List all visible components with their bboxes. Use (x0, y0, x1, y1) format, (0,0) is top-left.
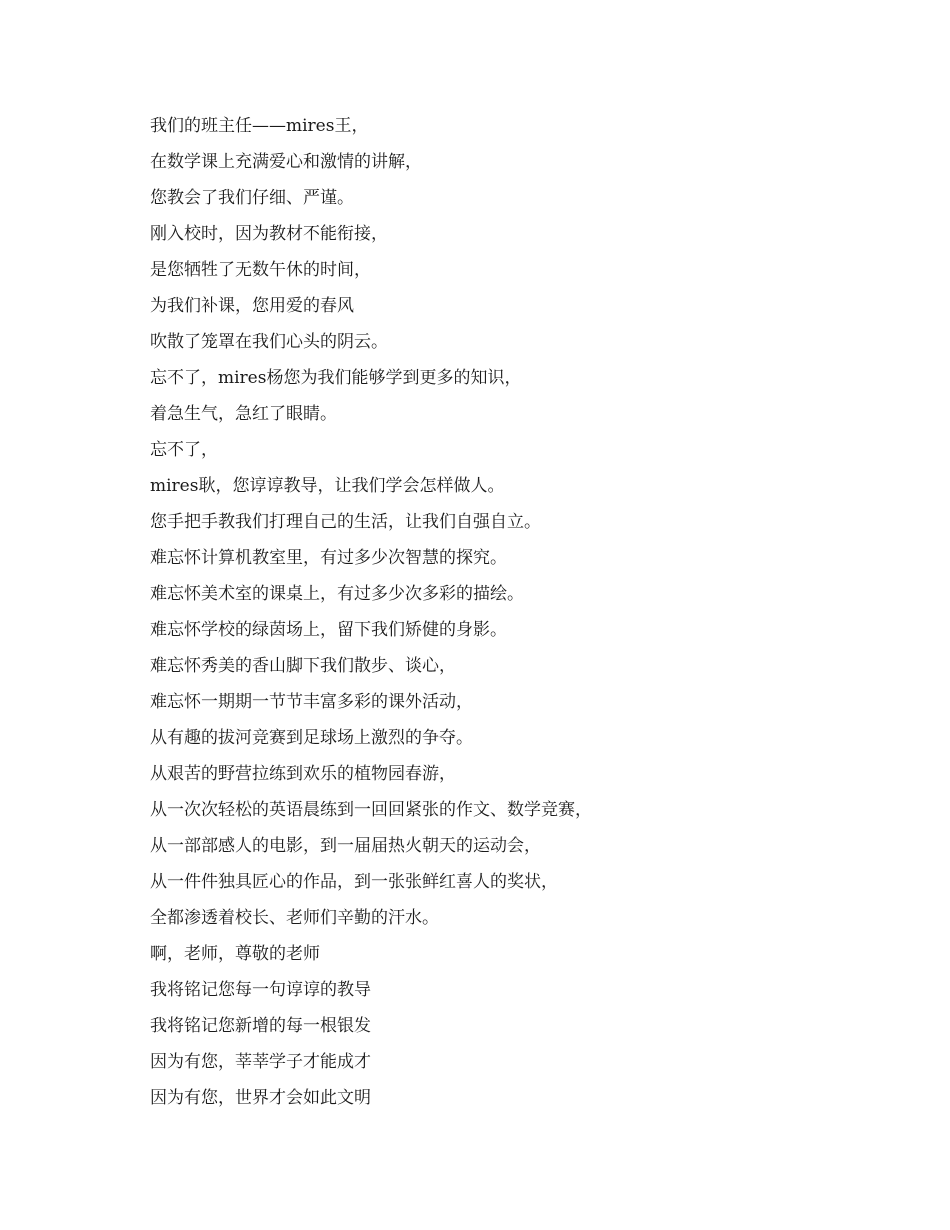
poem-line: 吹散了笼罩在我们心头的阴云。 (150, 332, 388, 352)
poem-line: 从一部部感人的电影，到一届届热火朝天的运动会， (150, 836, 541, 856)
poem-line: 难忘怀计算机教室里，有过多少次智慧的探究。 (150, 548, 507, 568)
poem-line: 难忘怀美术室的课桌上，有过多少次多彩的描绘。 (150, 584, 524, 604)
poem-line: 着急生气，急红了眼睛。 (150, 404, 337, 424)
poem-line: 我们的班主任——mires王， (150, 116, 369, 136)
poem-line: 难忘怀秀美的香山脚下我们散步、谈心， (150, 656, 456, 676)
poem-body (150, 108, 910, 1116)
poem-line: 在数学课上充满爱心和激情的讲解， (150, 152, 422, 172)
poem-line: 是您牺牲了无数午休的时间， (150, 260, 371, 280)
poem-line: 从有趣的拔河竞赛到足球场上激烈的争夺。 (150, 728, 473, 748)
poem-line: 因为有您，莘莘学子才能成才 (150, 1052, 371, 1072)
poem-line: 难忘怀一期期一节节丰富多彩的课外活动， (150, 692, 473, 712)
poem-line: mires耿，您谆谆教导，让我们学会怎样做人。 (150, 476, 505, 496)
poem-line: 为我们补课，您用爱的春风 (150, 296, 354, 316)
poem-line: 忘不了， (150, 440, 218, 460)
poem-line: 忘不了，mires杨您为我们能够学到更多的知识， (150, 368, 522, 388)
poem-line: 啊，老师，尊敬的老师 (150, 944, 320, 964)
poem-line: 难忘怀学校的绿茵场上，留下我们矫健的身影。 (150, 620, 507, 640)
poem-line: 从一次次轻松的英语晨练到一回回紧张的作文、数学竞赛， (150, 800, 592, 820)
poem-line: 从一件件独具匠心的作品，到一张张鲜红喜人的奖状， (150, 872, 558, 892)
poem-line: 从艰苦的野营拉练到欢乐的植物园春游， (150, 764, 456, 784)
poem-line: 您手把手教我们打理自己的生活，让我们自强自立。 (150, 512, 541, 532)
poem-line: 刚入校时，因为教材不能衔接， (150, 224, 388, 244)
poem-line: 我将铭记您新增的每一根银发 (150, 1016, 371, 1036)
poem-line: 我将铭记您每一句谆谆的教导 (150, 980, 371, 1000)
poem-line: 全都渗透着校长、老师们辛勤的汗水。 (150, 908, 439, 928)
poem-line: 因为有您，世界才会如此文明 (150, 1088, 371, 1108)
poem-line: 您教会了我们仔细、严谨。 (150, 188, 354, 208)
